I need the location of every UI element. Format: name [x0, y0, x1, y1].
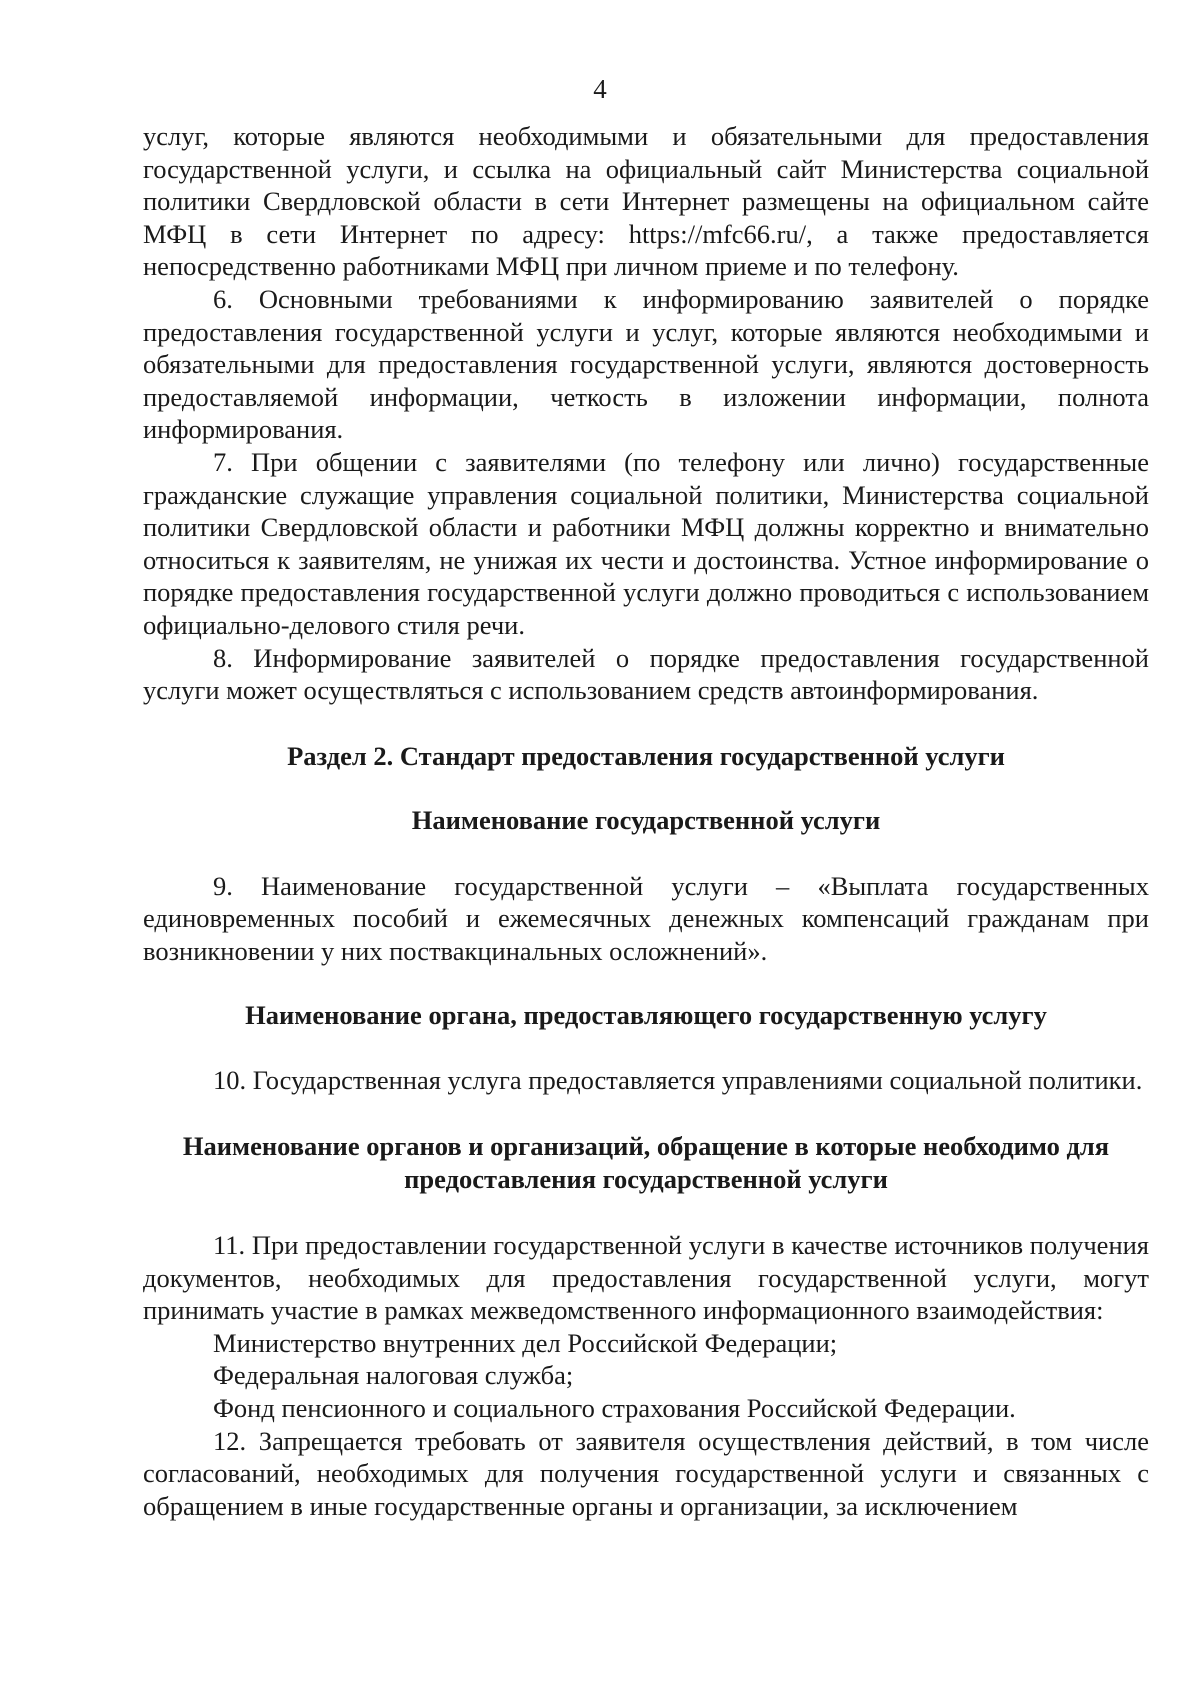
- paragraph-7: 7. При общении с заявителями (по телефону или лично) государственные гражданские служащие управления социальной политики, Министерства социальной политики Свердловской области и работники МФЦ должны корректно и внимательно относиться к заявителям, не унижая их чести и достоинства. Устное информирование о порядке предоставления государственной услуги должно проводиться с использованием официально-делового стиля речи.: [143, 446, 1149, 640]
- page-number: 4: [593, 74, 607, 104]
- paragraph-9: 9. Наименование государственной услуги – «Выплата государственных единовременных пособий и ежемесячных денежных компенсаций гражданам при возникновении у них поствакцинальных осложнений».: [143, 870, 1149, 966]
- paragraph-6: 6. Основными требованиями к информированию заявителей о порядке предоставления государственной услуги и услуг, которые являются необходимыми и обязательными для предоставления государственной услуги, являются достоверность предоставляемой информации, четкость в изложении информации, полнота информирования.: [143, 283, 1149, 445]
- heading-providing-authority: Наименование органа, предоставляющего государственную услугу: [245, 1000, 1047, 1031]
- paragraph-8: 8. Информирование заявителей о порядке предоставления государственной услуги может осуществляться с использованием средств автоинформирования.: [143, 642, 1149, 706]
- list-item-fns: Федеральная налоговая служба;: [213, 1360, 574, 1391]
- paragraph-11: 11. При предоставлении государственной услуги в качестве источников получения документов, необходимых для предоставления государственной услуги, могут принимать участие в рамках межведомственного информационного взаимодействия:: [143, 1230, 1149, 1326]
- document-body: [143, 120, 1149, 1522]
- section-2-heading: Раздел 2. Стандарт предоставления государственной услуги: [287, 740, 1005, 771]
- heading-service-name: Наименование государственной услуги: [411, 804, 881, 835]
- paragraph-intro-continuation: услуг, которые являются необходимыми и обязательными для предоставления государственной услуги, и ссылка на официальный сайт Министерства социальной политики Свердловской области в сети Интернет размещены на официальном сайте МФЦ в сети Интернет по адресу: https://mfc66.ru/, а также предоставляется непосредственно работниками МФЦ при личном приеме и по телефону.: [143, 121, 1149, 282]
- list-item-sfr: Фонд пенсионного и социального страхования Российской Федерации.: [213, 1393, 1016, 1424]
- paragraph-12: 12. Запрещается требовать от заявителя осуществления действий, в том числе согласований, необходимых для получения государственной услуги и связанных с обращением в иные государственные органы и организации, за исключением: [143, 1425, 1149, 1521]
- list-item-mvd: Министерство внутренних дел Российской Федерации;: [213, 1327, 838, 1358]
- paragraph-10: 10. Государственная услуга предоставляется управлениями социальной политики.: [213, 1065, 1143, 1096]
- heading-organizations: Наименование органов и организаций, обращение в которые необходимо для предоставления государственной услуги: [182, 1131, 1110, 1195]
